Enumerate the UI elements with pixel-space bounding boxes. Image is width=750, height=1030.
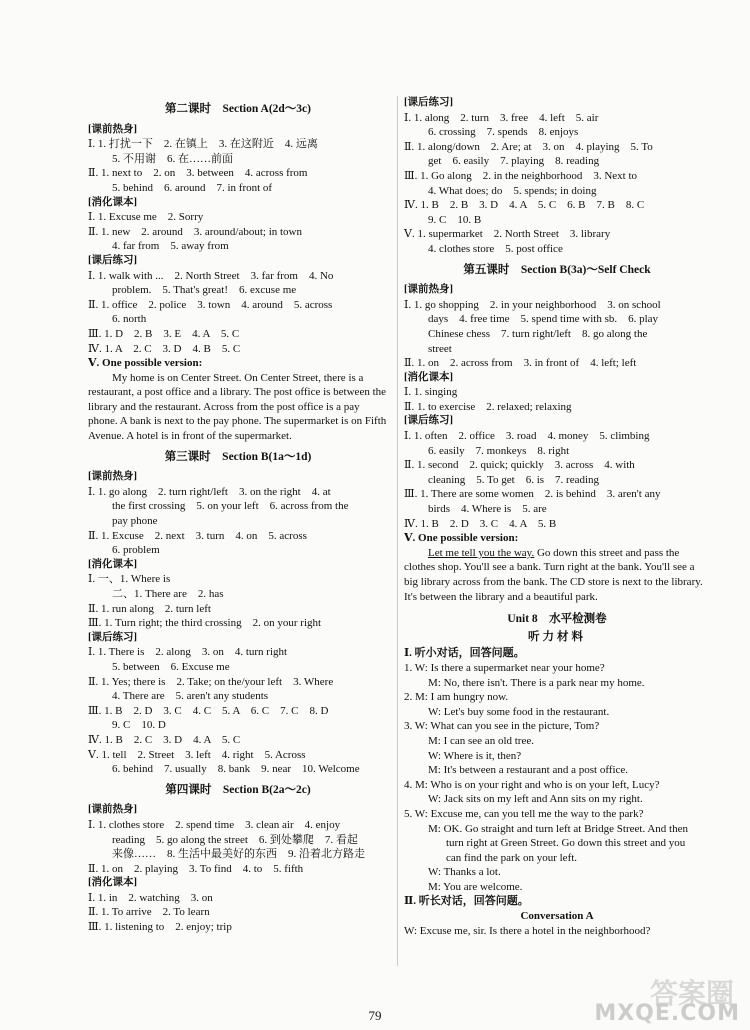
subsection-label: [课前热身]: [404, 284, 453, 296]
answer-line: Ⅰ. 1. There is 2. along 3. on 4. turn right: [88, 646, 288, 659]
answer-line: Ⅰ. 1. walk with ... 2. North Street 3. far from 4. No: [88, 269, 334, 282]
answer-line: 3. W: What can you see in the picture, Tom?: [404, 720, 600, 733]
answer-line: Ⅴ. 1. supermarket 2. North Street 3. library: [404, 228, 611, 241]
answer-line: Ⅱ. 1. run along 2. turn left: [88, 602, 211, 615]
conversation-title: Conversation A: [520, 910, 594, 923]
answer-line: Ⅱ. 1. Excuse 2. next 3. turn 4. on 5. across: [88, 529, 307, 542]
answer-line: Ⅱ. 1. next to 2. on 3. between 4. across from: [88, 167, 308, 180]
answer-line: Ⅳ. 1. A 2. C 3. D 4. B 5. C: [88, 342, 241, 355]
answer-line: M: I can see an old tree.: [428, 734, 534, 747]
answer-line: Ⅱ. 1. to exercise 2. relaxed; relaxing: [404, 400, 572, 413]
answer-line: Ⅲ. 1. D 2. B 3. E 4. A 5. C: [88, 327, 240, 340]
answer-line: Ⅲ. 1. listening to 2. enjoy; trip: [88, 921, 232, 934]
answer-line: Ⅴ. 1. tell 2. Street 3. left 4. right 5. Across: [88, 748, 306, 761]
watermark-top-text: 答案圈: [649, 977, 734, 1010]
answer-heading: Ⅴ. One possible version:: [88, 357, 203, 370]
subsection-label: [课前热身]: [88, 804, 137, 816]
answer-line: 5. W: Excuse me, can you tell me the way to the park?: [404, 807, 644, 820]
section-title: 第四课时 Section B(2a～2c): [165, 783, 311, 796]
subsection-label: [消化课本]: [88, 558, 137, 570]
subsection-label: [消化课本]: [88, 877, 137, 889]
answer-line: 4. clothes store 5. post office: [428, 242, 563, 255]
answer-line: Ⅰ. 1. go shopping 2. in your neighborhood 3. on school: [404, 298, 661, 311]
answer-line: 4. far from 5. away from: [112, 240, 229, 253]
answer-line: M: OK. Go straight and turn left at Bridge Street. And then: [428, 822, 688, 835]
left-column: [88, 96, 388, 935]
answer-heading: Ⅰ. 听小对话，回答问题。: [404, 647, 525, 660]
section-title: 第三课时 Section B(1a～1d): [164, 450, 312, 463]
answer-line: Ⅱ. 1. office 2. police 3. town 4. around 5. across: [88, 298, 333, 311]
answer-line: W: Excuse me, sir. Is there a hotel in the neighborhood?: [404, 924, 651, 937]
answer-line: Chinese chess 7. turn right/left 8. go along the: [428, 327, 648, 340]
answer-line: Ⅱ. 1. on 2. across from 3. in front of 4. left; left: [404, 357, 637, 370]
answer-line: W: Let's buy some food in the restaurant.: [428, 705, 610, 718]
answer-line: Ⅳ. 1. B 2. C 3. D 4. A 5. C: [88, 733, 241, 746]
subsection-label: [消化课本]: [88, 196, 137, 208]
answer-line: 6. north: [112, 313, 147, 326]
answer-line: Ⅰ. 一、1. Where is: [88, 573, 171, 586]
answer-line: 来像…… 8. 生活中最美好的东西 9. 沿着北方路走: [112, 848, 365, 861]
subsection-label: [消化课本]: [404, 371, 453, 383]
answer-line: Ⅲ. 1. There are some women 2. is behind 3. aren't any: [404, 488, 661, 501]
answer-line: 9. C 10. D: [112, 719, 166, 732]
answer-line: Ⅰ. 1. singing: [404, 386, 458, 399]
underlined-sentence: Let me tell you the way.: [428, 546, 535, 559]
answer-line: Ⅱ. 1. along/down 2. Are; at 3. on 4. playing 5. To: [404, 140, 653, 153]
answer-line: cleaning 5. To get 6. is 7. reading: [428, 473, 600, 486]
answer-heading: Ⅴ. One possible version:: [404, 532, 519, 545]
subsection-label: [课后练习]: [88, 254, 137, 266]
answer-line: 5. 不用谢 6. 在……前面: [112, 152, 233, 165]
watermark-logo: [596, 970, 746, 1030]
answer-line: 二、1. There are 2. has: [112, 588, 224, 600]
answer-heading: Ⅱ. 听长对话，回答问题。: [404, 895, 529, 908]
answer-line: get 6. easily 7. playing 8. reading: [428, 155, 600, 168]
answer-line: Ⅰ. 1. often 2. office 3. road 4. money 5. climbing: [404, 430, 650, 443]
answer-line: days 4. free time 5. spend time with sb. 6. play: [428, 313, 659, 326]
answer-line: Ⅳ. 1. B 2. D 3. C 4. A 5. B: [404, 517, 557, 530]
unit-title: Unit 8 水平检测卷: [507, 613, 607, 626]
answer-line: pay phone: [112, 515, 158, 528]
answer-line: 6. problem: [112, 544, 160, 557]
answer-line: Ⅰ. 1. Excuse me 2. Sorry: [88, 211, 204, 224]
subsection-label: [课后练习]: [404, 97, 453, 108]
answer-line: 4. There are 5. aren't any students: [112, 690, 269, 703]
answer-line: can find the park on your left.: [446, 851, 578, 864]
listening-title: 听力材料: [528, 630, 586, 643]
answer-line: Ⅰ. 1. in 2. watching 3. on: [88, 891, 213, 904]
answer-line: birds 4. Where is 5. are: [428, 503, 547, 516]
subsection-label: [课前热身]: [88, 471, 137, 483]
answer-line: W: Thanks a lot.: [428, 866, 501, 879]
paragraph-text: Go down this street and pass the clothes shop. You'll see a bank. Turn right at the bank. You'll see a big library across from the bank. The CD store is next to the library. It's between the library and a beautiful park.: [404, 546, 703, 603]
answer-line: Ⅰ. 1. clothes store 2. spend time 3. clean air 4. enjoy: [88, 818, 341, 831]
answer-line: turn right at Green Street. Go down this street and you: [446, 837, 686, 850]
answer-line: 2. M: I am hungry now.: [404, 691, 509, 704]
answer-line: W: Jack sits on my left and Ann sits on my right.: [428, 793, 643, 806]
right-column: [404, 96, 710, 938]
watermark-text: MXQE.COM: [594, 1001, 740, 1026]
answer-line: 6. behind 7. usually 8. bank 9. near 10. Welcome: [112, 763, 360, 776]
answer-line: Ⅲ. 1. Go along 2. in the neighborhood 3. Next to: [404, 169, 638, 182]
answer-line: M: No, there isn't. There is a park near my home.: [428, 676, 645, 689]
answer-line: 6. crossing 7. spends 8. enjoys: [428, 126, 579, 139]
answer-line: 4. M: Who is on your right and who is on your left, Lucy?: [404, 778, 660, 791]
answer-line: M: You are welcome.: [428, 880, 523, 893]
answer-line: W: Where is it, then?: [428, 749, 522, 762]
sample-paragraph: [404, 546, 710, 604]
answer-line: Ⅲ. 1. Turn right; the third crossing 2. on your right: [88, 617, 322, 630]
answer-line: reading 5. go along the street 6. 到处攀爬 7. 看起: [112, 833, 358, 846]
answer-line: 1. W: Is there a supermarket near your home?: [404, 661, 605, 674]
column-divider: [397, 96, 398, 966]
subsection-label: [课后练习]: [404, 415, 453, 427]
subsection-label: [课前热身]: [88, 123, 137, 135]
page-number: 79: [368, 1008, 382, 1023]
section-title: 第五课时 Section B(3a)～Self Check: [463, 263, 651, 276]
answer-line: Ⅲ. 1. B 2. D 3. C 4. C 5. A 6. C 7. C 8. D: [88, 704, 329, 717]
answer-line: 5. behind 6. around 7. in front of: [112, 181, 273, 194]
answer-line: Ⅳ. 1. B 2. B 3. D 4. A 5. C 6. B 7. B 8. C: [404, 199, 645, 212]
answer-line: problem. 5. That's great! 6. excuse me: [112, 284, 297, 297]
answer-line: Ⅱ. 1. Yes; there is 2. Take; on the/your left 3. Where: [88, 675, 334, 688]
answer-line: 5. between 6. Excuse me: [112, 660, 230, 673]
answer-line: 9. C 10. B: [428, 213, 482, 226]
subsection-label: [课后练习]: [88, 631, 137, 643]
answer-line: M: It's between a restaurant and a post office.: [428, 764, 629, 777]
answer-line: Ⅱ. 1. on 2. playing 3. To find 4. to 5. fifth: [88, 862, 304, 875]
section-title: 第二课时 Section A(2d～3c): [165, 103, 311, 115]
answer-line: Ⅱ. 1. second 2. quick; quickly 3. across 4. with: [404, 459, 635, 472]
answer-line: Ⅰ. 1. along 2. turn 3. free 4. left 5. air: [404, 111, 599, 124]
answer-line: 4. What does; do 5. spends; in doing: [428, 184, 597, 197]
answer-line: street: [428, 342, 452, 355]
answer-line: Ⅱ. 1. new 2. around 3. around/about; in town: [88, 225, 303, 238]
sample-paragraph: My home is on Center Street. On Center Street, there is a restaurant, a post office and a library. The post office is between the library and the restaurant. Across from the post office is a pay phone. A bank is next to the pay phone. The supermarket is on Fifth Avenue. A hotel is in front of the supermarket.: [88, 371, 387, 443]
answer-line: Ⅰ. 1. 打扰一下 2. 在镇上 3. 在这附近 4. 远离: [88, 138, 318, 151]
answer-line: 6. easily 7. monkeys 8. right: [428, 444, 570, 457]
answer-line: the first crossing 5. on your left 6. across from the: [112, 500, 349, 513]
answer-line: Ⅱ. 1. To arrive 2. To learn: [88, 906, 210, 919]
answer-line: Ⅰ. 1. go along 2. turn right/left 3. on the right 4. at: [88, 485, 331, 498]
